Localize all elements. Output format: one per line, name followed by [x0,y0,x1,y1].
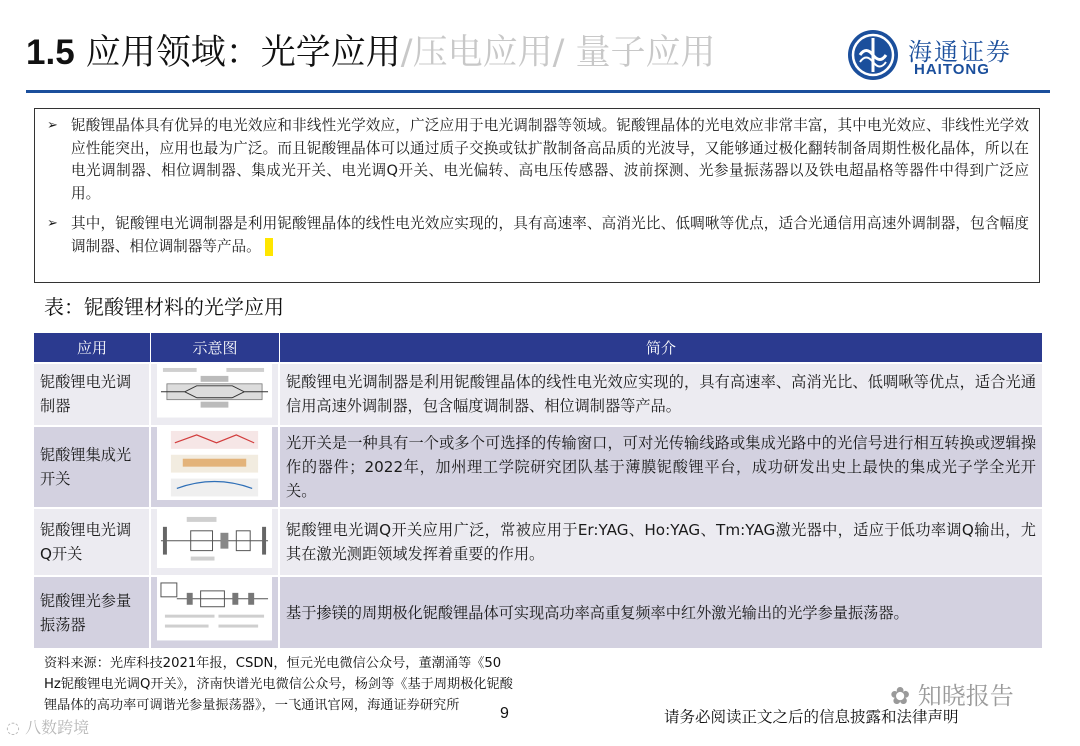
summary-bullet [47,213,1029,258]
row-diagram [151,425,280,507]
summary-bullet-text: 铌酸锂晶体具有优异的电光效应和非线性光学效应，广泛应用于电光调制器等领域。铌酸锂晶体的光电效应非常丰富，其中电光效应、非线性光学效应性能突出，应用也最为广泛。而且铌酸锂晶体可以通过质子交换或钛扩散制备高品质的光波导，又能够通过极化翻转制备周期性极化晶体，所以在电光调制器、相位调制器、集成光开关、电光调Q开关、电光偏转、高电压传感器、波前探测、光参量振荡器以及铁电超晶格等器件中得到广泛应用。 [71,117,1029,202]
table-row [34,507,1042,575]
header-divider [26,90,1050,93]
header-diagram: 示意图 [151,333,280,362]
watermark-logo-icon: ◌ [6,718,20,737]
table-row [34,575,1042,647]
summary-bullet-text-content: 其中，铌酸锂电光调制器是利用铌酸锂晶体的线性电光效应实现的，具有高速率、高消光比、低啁啾等优点，适合光通信用高速外调制器，包含幅度调制器、相位调制器等产品。 [71,215,1029,255]
q-switch-diagram-image [157,509,272,568]
modulator-diagram-image [157,364,272,418]
bullet-arrow-icon: ➢ [47,118,58,133]
watermark-left-text: 八数跨境 [25,718,90,737]
page-title [26,26,716,80]
logo-chinese-text: 海通证券 [908,38,1012,66]
table-row [34,425,1042,507]
summary-bullet-text [71,213,1029,258]
header-application: 应用 [34,333,151,362]
summary-bullet [47,115,1029,205]
title-dimmed: /压电应用/ 量子应用 [400,33,716,73]
legal-disclaimer: 请务必阅读正文之后的信息披露和法律声明 [664,708,959,726]
source-note: 资料来源：光库科技2021年报，CSDN，恒元光电微信公众号，董潮涌等《50 Hz铌酸锂电光调Q开关》，济南快谱光电微信公众号，杨剑等《基于周期极化铌酸锂晶体的高功率可调谐光参量振荡器》，一飞通讯官网，海通证券研究所 [44,656,513,713]
summary-box [34,108,1040,283]
table-title: 表：铌酸锂材料的光学应用 [44,295,284,319]
table-header-row [34,333,1042,362]
row-diagram [151,362,280,425]
table-row [34,362,1042,425]
watermark-right-text: 知晓报告 [917,682,1014,710]
logo-english-text: HAITONG [914,61,990,78]
row-description: 基于掺镁的周期极化铌酸锂晶体可实现高功率高重复频率中红外激光输出的光学参量振荡器。 [280,575,1042,647]
row-description: 铌酸锂电光调制器是利用铌酸锂晶体的线性电光效应实现的，具有高速率、高消光比、低啁啾等优点，适合光通信用高速外调制器，包含幅度调制器、相位调制器等产品。 [280,362,1042,425]
bullet-arrow-icon: ➢ [47,216,58,232]
header-description: 简介 [280,333,1042,362]
row-description: 光开关是一种具有一个或多个可选择的传输窗口，可对光传输线路或集成光路中的光信号进行相互转换或逻辑操作的器件；2022年，加州理工学院研究团队基于薄膜铌酸锂平台，成功研发出史上最快的集成光子学全光开关。 [280,425,1042,507]
row-description: 铌酸锂电光调Q开关应用广泛，常被应用于Er:YAG、Ho:YAG、Tm:YAG激光器中，适应于低功率调Q输出，尤其在激光测距领域发挥着重要的作用。 [280,507,1042,575]
watermark-left [6,715,89,738]
row-diagram [151,507,280,575]
row-application: 铌酸锂光参量振荡器 [34,575,151,647]
row-application: 铌酸锂电光调Q开关 [34,507,151,575]
page-number: 9 [500,705,509,722]
haitong-logo-icon [848,30,898,80]
applications-table [34,333,1042,648]
row-application: 铌酸锂电光调制器 [34,362,151,425]
row-diagram [151,575,280,647]
watermark-right [890,676,1014,711]
text-cursor-highlight [265,238,273,256]
wechat-icon: ✿ [890,682,911,710]
title-section-number: 1.5 [26,33,75,72]
optical-switch-diagram-image [157,427,272,500]
row-application: 铌酸锂集成光开关 [34,425,151,507]
opo-diagram-image [157,577,272,640]
haitong-logo [848,30,1048,82]
title-main: 应用领域：光学应用 [74,33,401,73]
